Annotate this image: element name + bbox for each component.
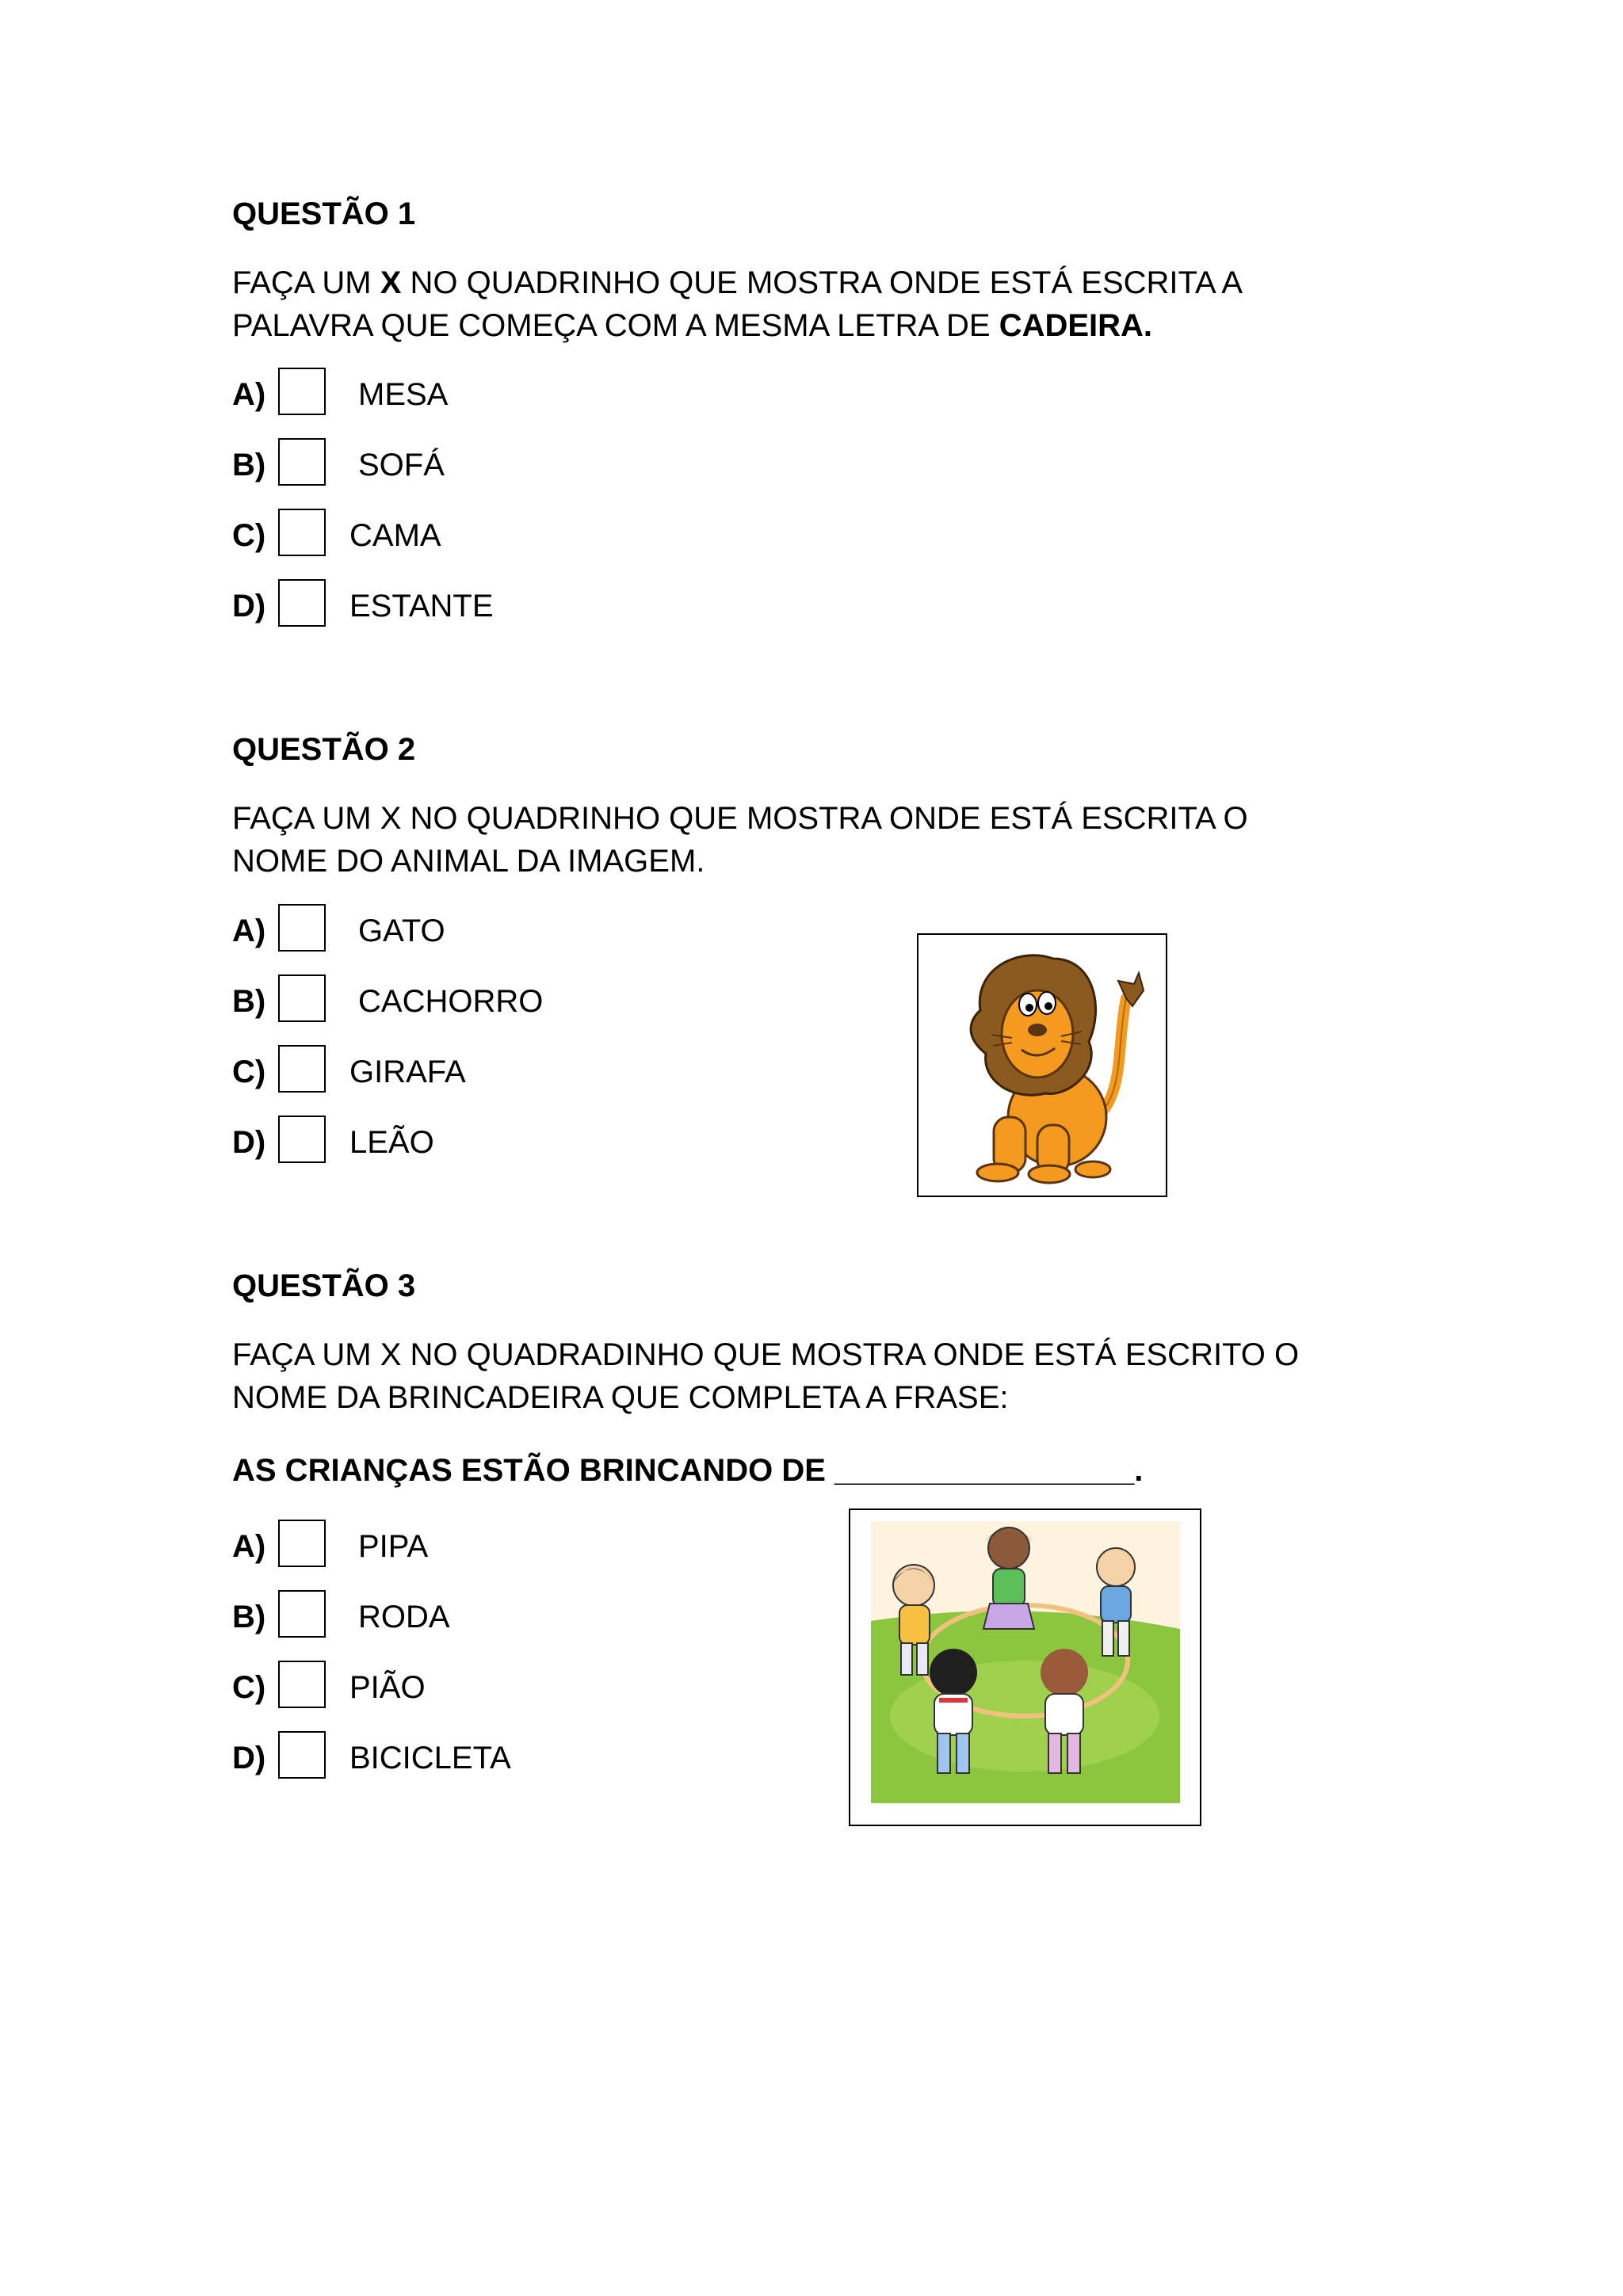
answer-checkbox[interactable] — [278, 974, 326, 1022]
statement-text: NOME DO ANIMAL DA IMAGEM. — [232, 844, 705, 879]
option-text: CACHORRO — [358, 984, 544, 1019]
statement-text: FAÇA UM X NO QUADRINHO QUE MOSTRA ONDE ESTÁ ESCRITA O — [232, 801, 1248, 836]
answer-checkbox[interactable] — [278, 1731, 326, 1779]
option-letter: A) — [232, 913, 266, 948]
option-text: PIÃO — [349, 1670, 426, 1705]
statement-emphasis: CADEIRA. — [999, 308, 1153, 343]
option-text: LEÃO — [349, 1125, 434, 1160]
question-2-statement — [232, 797, 1248, 883]
question-1-title: QUESTÃO 1 — [232, 196, 416, 231]
option-letter: D) — [232, 1741, 266, 1775]
question-2-title: QUESTÃO 2 — [232, 732, 416, 767]
option-letter: C) — [232, 1055, 266, 1089]
option-text: CAMA — [349, 518, 441, 553]
statement-text: NOME DA BRINCADEIRA QUE COMPLETA A FRASE: — [232, 1380, 1009, 1415]
option-text: ESTANTE — [349, 589, 494, 624]
answer-checkbox[interactable] — [278, 368, 326, 415]
option-text: PIPA — [358, 1529, 429, 1564]
answer-checkbox[interactable] — [278, 1661, 326, 1708]
option-text: MESA — [358, 377, 449, 412]
statement-text: PALAVRA QUE COMEÇA COM A MESMA LETRA DE — [232, 308, 999, 343]
children-image-frame — [849, 1508, 1201, 1826]
statement-text: FAÇA UM X NO QUADRADINHO QUE MOSTRA ONDE ESTÁ ESCRITO O — [232, 1337, 1300, 1372]
children-playing-icon — [850, 1510, 1200, 1825]
option-text: GIRAFA — [349, 1055, 466, 1089]
option-letter: C) — [232, 518, 266, 553]
option-text: BICICLETA — [349, 1741, 511, 1775]
option-letter: A) — [232, 377, 266, 412]
lion-icon — [918, 935, 1166, 1196]
option-letter: D) — [232, 589, 266, 624]
lion-image-frame — [917, 933, 1167, 1197]
option-letter: C) — [232, 1670, 266, 1705]
answer-checkbox[interactable] — [278, 1520, 326, 1567]
option-text: GATO — [358, 913, 445, 948]
answer-checkbox[interactable] — [278, 1045, 326, 1093]
answer-checkbox[interactable] — [278, 1116, 326, 1163]
answer-checkbox[interactable] — [278, 904, 326, 952]
option-text: SOFÁ — [358, 448, 445, 482]
question-3-statement — [232, 1333, 1299, 1419]
statement-text: FAÇA UM — [232, 265, 380, 300]
option-letter: D) — [232, 1125, 266, 1160]
answer-checkbox[interactable] — [278, 579, 326, 627]
question-3-sentence: AS CRIANÇAS ESTÃO BRINCANDO DE _________________. — [232, 1453, 1144, 1488]
option-text: RODA — [358, 1600, 450, 1634]
option-letter: B) — [232, 1600, 266, 1634]
answer-checkbox[interactable] — [278, 509, 326, 556]
question-3-title: QUESTÃO 3 — [232, 1268, 416, 1303]
question-1-statement — [232, 261, 1243, 347]
option-letter: A) — [232, 1529, 266, 1564]
answer-checkbox[interactable] — [278, 1590, 326, 1638]
statement-emphasis: X — [380, 265, 402, 300]
option-letter: B) — [232, 984, 266, 1019]
option-letter: B) — [232, 448, 266, 482]
answer-checkbox[interactable] — [278, 438, 326, 486]
statement-text: NO QUADRINHO QUE MOSTRA ONDE ESTÁ ESCRITA A — [401, 265, 1243, 300]
